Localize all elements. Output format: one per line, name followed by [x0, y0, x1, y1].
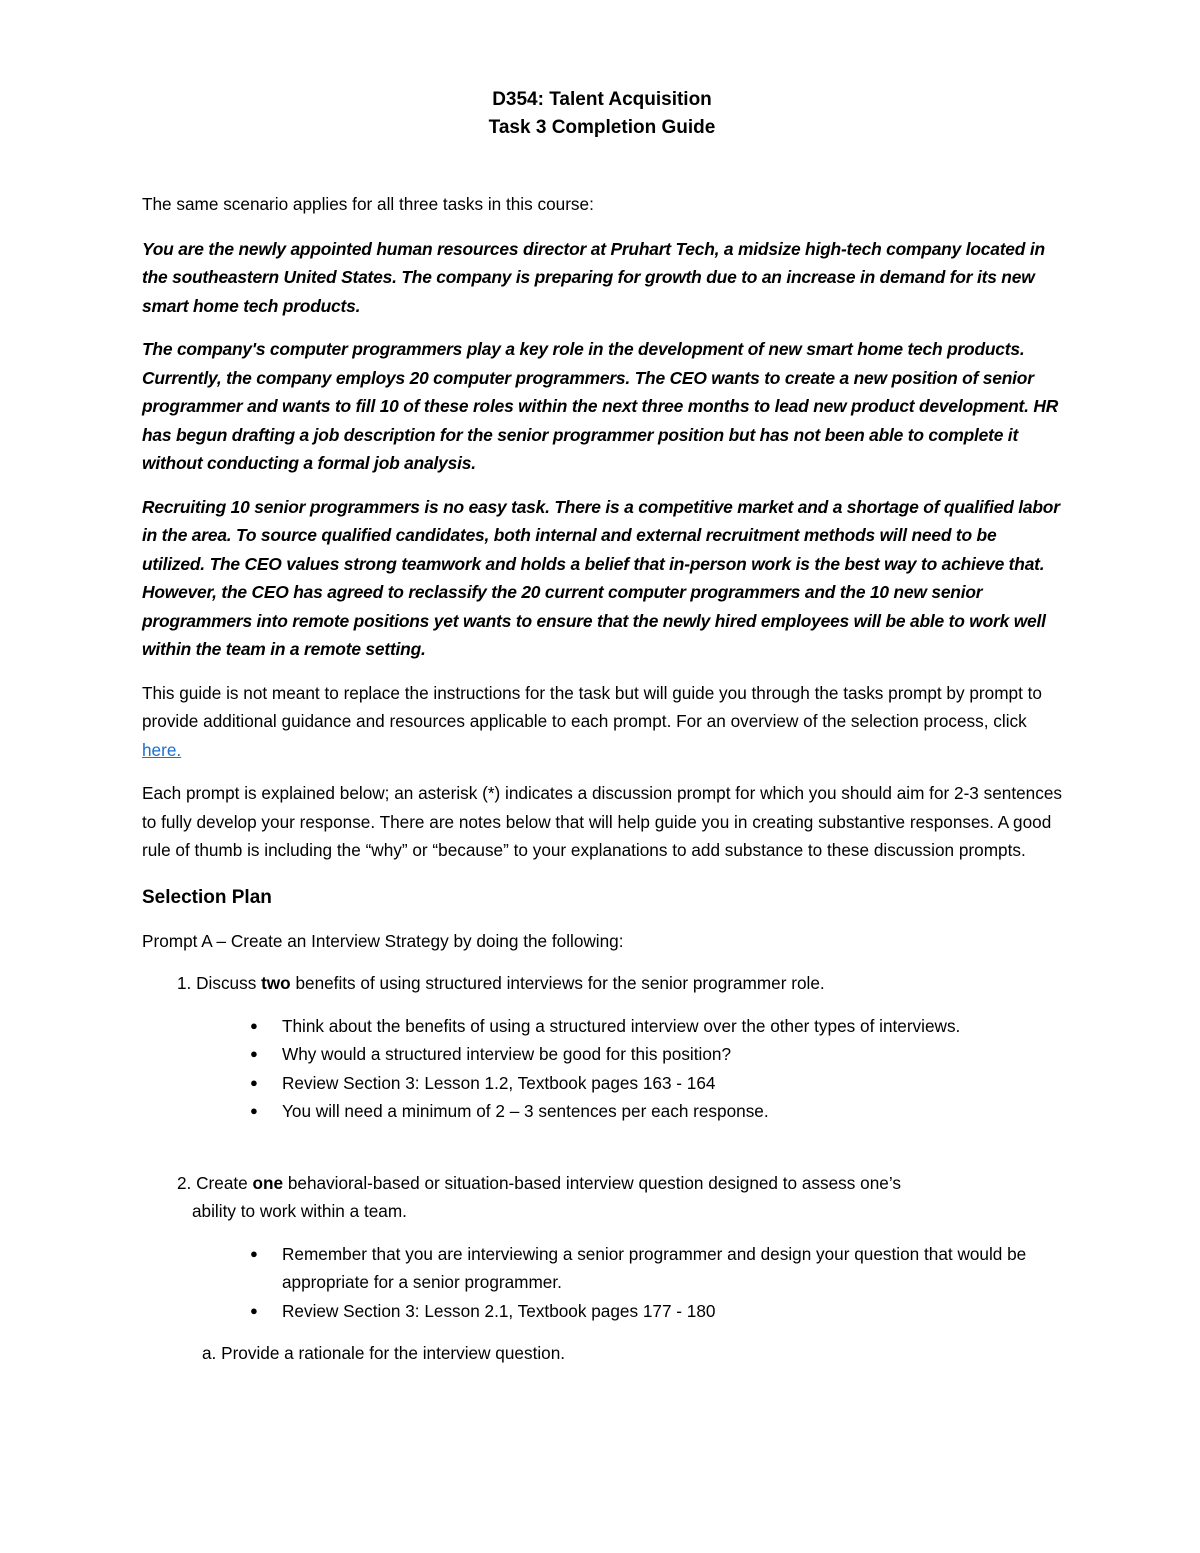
bullet-icon: ● [250, 1245, 258, 1261]
scenario-paragraph-2: The company's computer programmers play a key role in the development of new smart home tech products. Currently, the company employs 20 computer programmers. The CEO wants to create a new position of senior programmer and wants to fill 10 of these roles within the next three months to lead new product development. HR has begun drafting a job description for the senior programmer position but has not been able to complete it without conducting a formal job analysis. [142, 339, 1059, 473]
bullet-icon: ● [250, 1302, 258, 1318]
bullet-icon: ● [250, 1046, 258, 1061]
bullet-text: Think about the benefits of using a structured interview over the other types of interviews. [282, 1015, 961, 1036]
list-item-1 [142, 969, 1062, 998]
document-title-line2: Task 3 Completion Guide [488, 117, 716, 138]
prompts-note-paragraph: Each prompt is explained below; an asterisk (*) indicates a discussion prompt for which you should aim for 2-3 sentences to fully develop your response. There are notes below that will help guide you in creating substantive responses. A good rule of thumb is including the “why” or “because” to your explanations to add substance to these discussion prompts. [142, 783, 1062, 860]
list-item-2 [142, 1169, 1062, 1226]
list-item-2-post: behavioral-based or situation-based interview question designed to assess one’s [283, 1172, 901, 1193]
item1-bullet-list [142, 1012, 1062, 1126]
list-item-1-post: benefits of using structured interviews for the senior programmer role. [290, 973, 825, 993]
sub-item-a: a. Provide a rationale for the interview question. [202, 1343, 566, 1363]
bullet-item [250, 1097, 1062, 1126]
bullet-text: Why would a structured interview be good for this position? [282, 1044, 732, 1064]
bullet-item [250, 1297, 1062, 1326]
list-item-2-pre: Create [196, 1172, 253, 1193]
selection-process-link[interactable]: here. [142, 739, 182, 760]
list-item-1-number: 1. [177, 973, 192, 993]
bullet-icon: ● [250, 1074, 258, 1090]
prompt-a-text: Prompt A – Create an Interview Strategy by doing the following: [142, 930, 624, 951]
list-item-1-pre: Discuss [196, 973, 262, 993]
document-title-line1: D354: Talent Acquisition [492, 89, 712, 110]
bullet-text: Review Section 3: Lesson 2.1, Textbook pages 177 - 180 [282, 1300, 716, 1321]
bullet-text: You will need a minimum of 2 – 3 sentences per each response. [282, 1101, 769, 1121]
intro-text: The same scenario applies for all three tasks in this course: [142, 194, 594, 214]
item2-bullet-list [142, 1240, 1062, 1326]
guide-text: This guide is not meant to replace the instructions for the task but will guide you through the tasks prompt by prompt to provide additional guidance and resources applicable to each prompt. For an overview of the selection process, click [142, 682, 1042, 731]
bullet-text: Remember that you are interviewing a senior programmer and design your question that would be appropriate for a senior programmer. [282, 1243, 1027, 1292]
bullet-text: Review Section 3: Lesson 1.2, Textbook pages 163 - 164 [282, 1072, 716, 1093]
bullet-item [250, 1069, 1062, 1098]
bullet-icon: ● [250, 1017, 258, 1033]
list-item-1-bold: two [261, 973, 291, 993]
document-page [142, 86, 1062, 1368]
list-item-2-number: 2. [177, 1172, 192, 1193]
section-heading: Selection Plan [142, 886, 272, 908]
scenario-paragraph-3: Recruiting 10 senior programmers is no easy task. There is a competitive market and a shortage of qualified labor in the area. To source qualified candidates, both internal and external recruitment methods will need to be utilized. The CEO values strong teamwork and holds a belief that in-person work is the best way to achieve that. However, the CEO has agreed to reclassify the 20 current computer programmers and the 10 new senior programmers into remote positions yet wants to ensure that the newly hired employees will be able to work well within the team in a remote setting. [142, 496, 1060, 659]
list-item-2-bold: one [252, 1172, 284, 1193]
list-item-2-continuation: ability to work within a team. [192, 1201, 407, 1221]
bullet-item [250, 1240, 1062, 1297]
bullet-item [250, 1040, 1062, 1069]
scenario-paragraph-1: You are the newly appointed human resources director at Pruhart Tech, a midsize high-tech company located in the southeastern United States. The company is preparing for growth due to an increase in demand for its new smart home tech products. [142, 238, 1045, 316]
bullet-icon: ● [250, 1103, 258, 1118]
bullet-item [250, 1012, 1062, 1041]
guide-paragraph [142, 679, 1062, 765]
